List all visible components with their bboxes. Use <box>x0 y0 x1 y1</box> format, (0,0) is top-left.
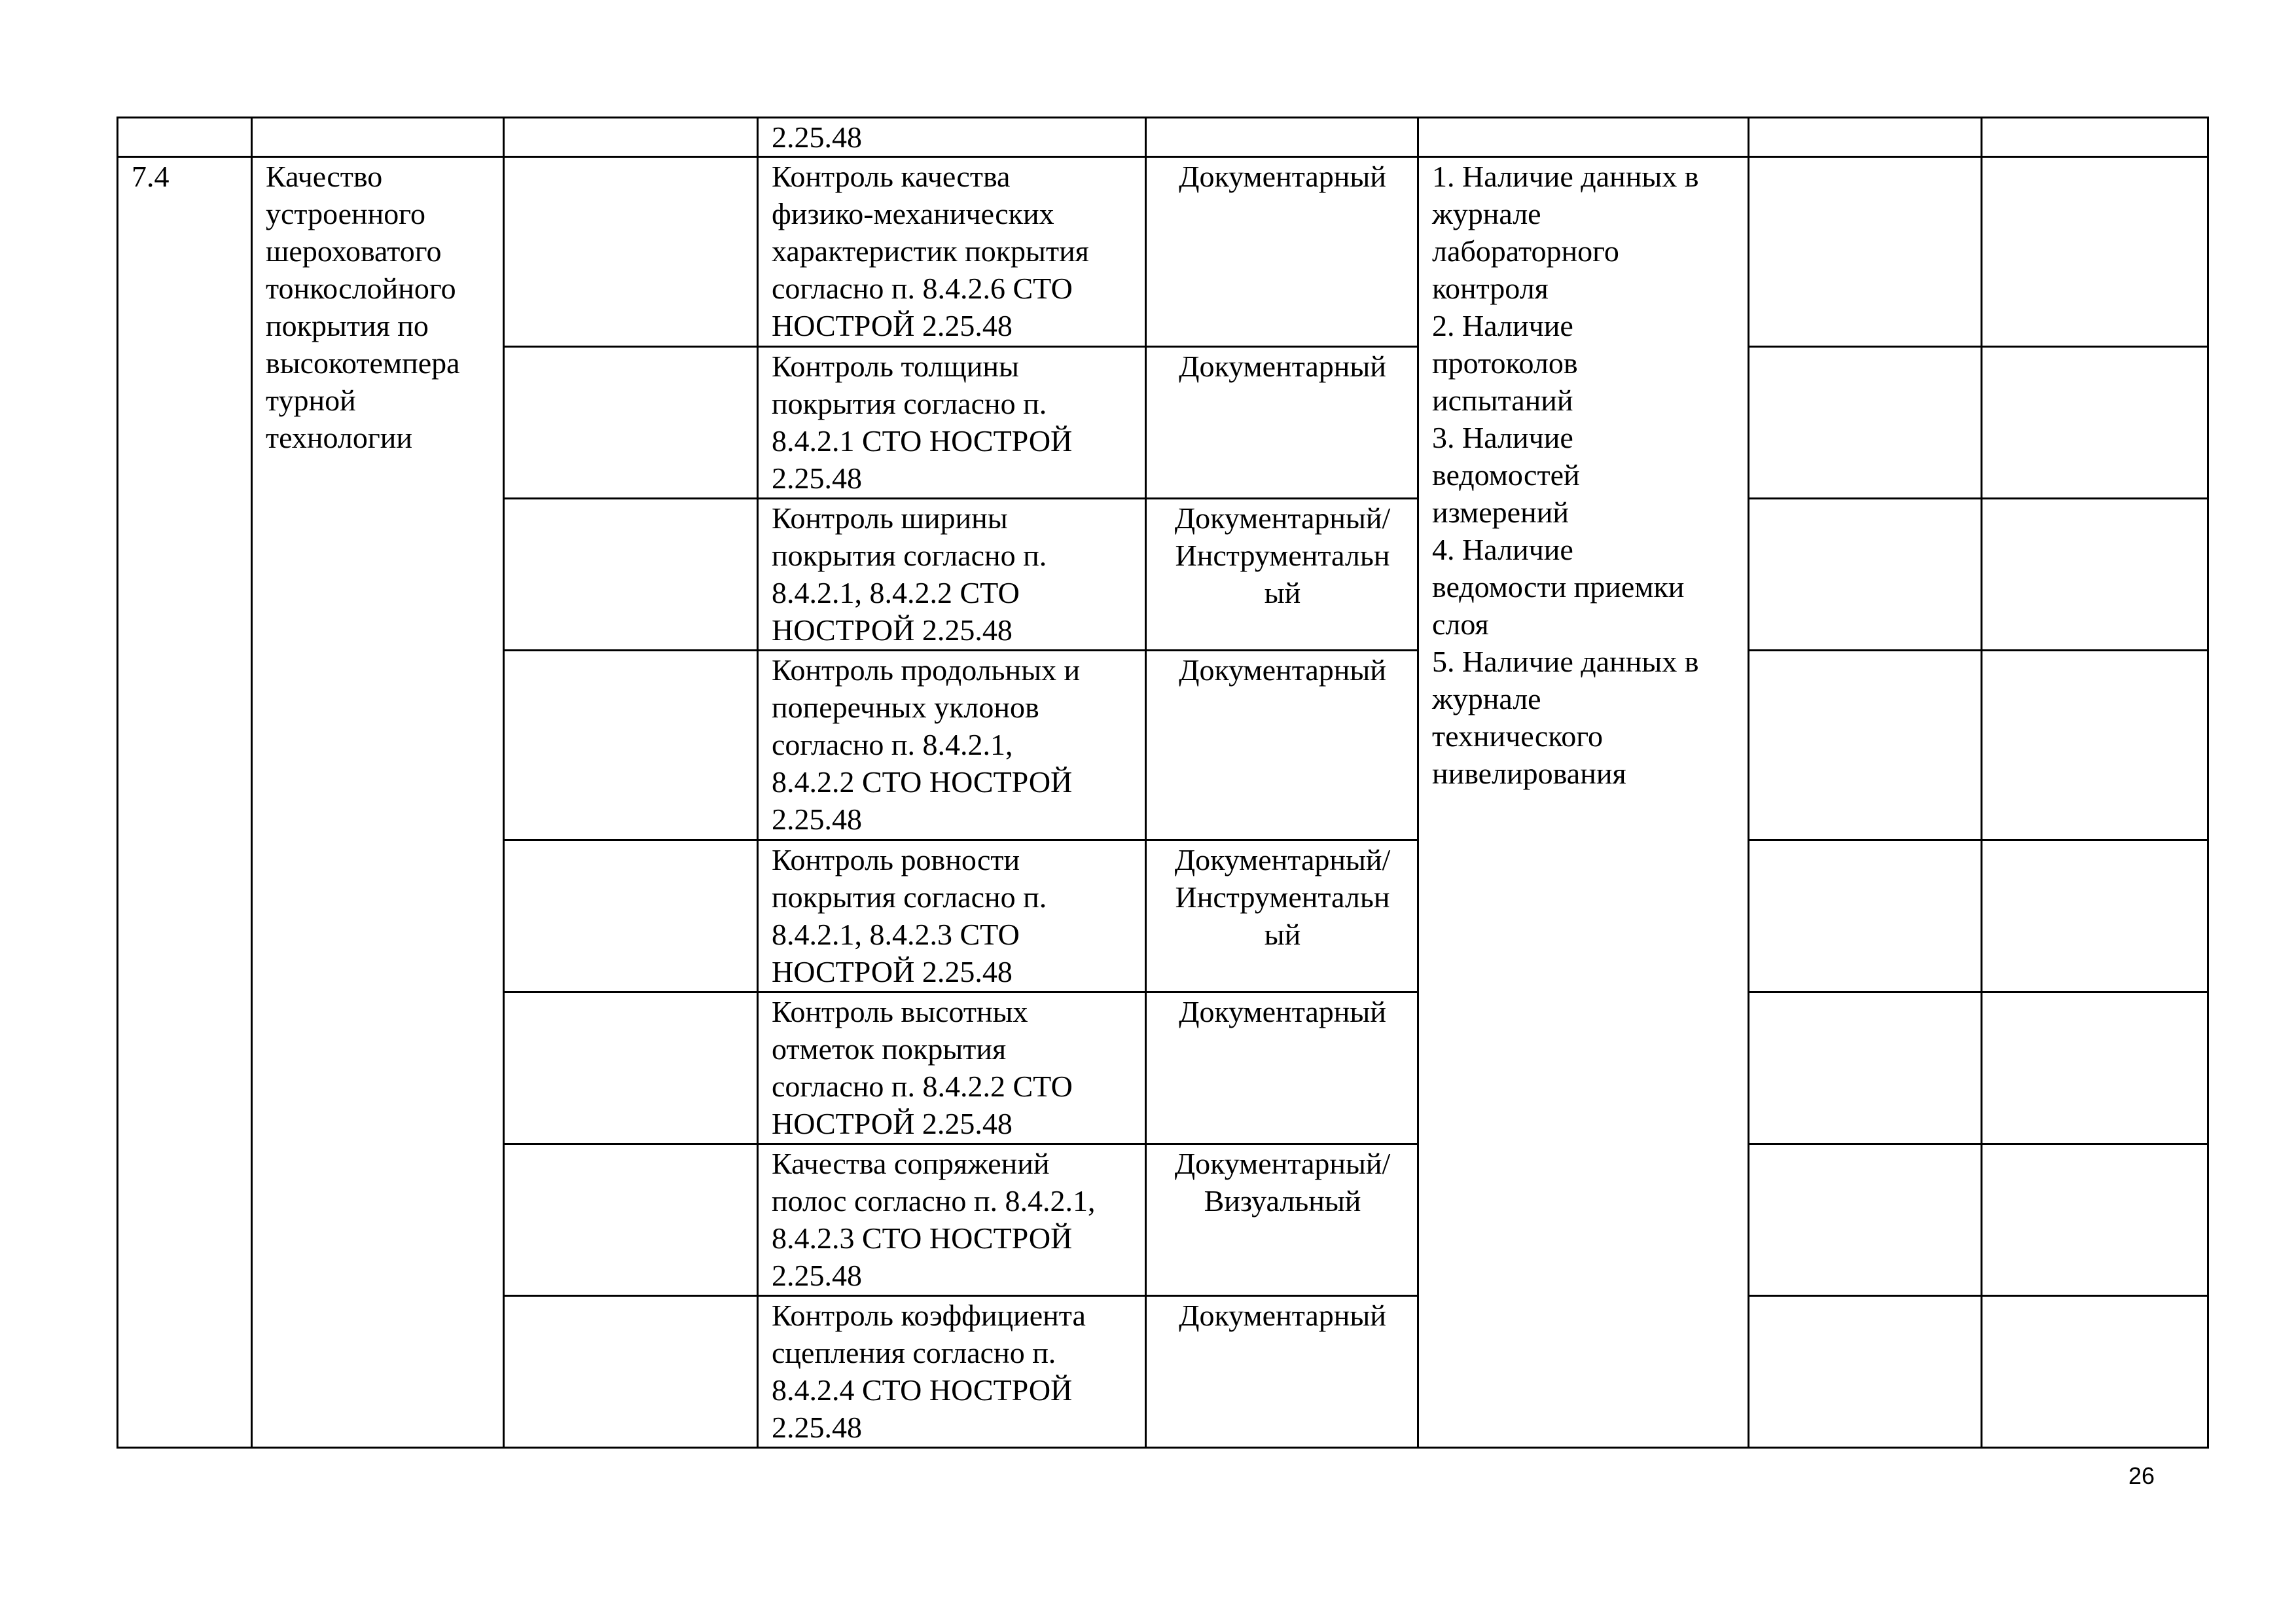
section-number: 7.4 <box>118 157 252 1448</box>
table-cell <box>252 118 504 157</box>
table-cell <box>1749 992 1982 1144</box>
control-item: Качества сопряжений полос согласно п. 8.4.2.1, 8.4.2.3 СТО НОСТРОЙ 2.25.48 <box>758 1144 1146 1296</box>
table-cell <box>1749 118 1982 157</box>
table-cell <box>1982 992 2208 1144</box>
table-cell <box>1749 840 1982 992</box>
table-cell <box>1749 157 1982 347</box>
control-method: Документарный <box>1146 347 1418 499</box>
control-method: Документарный/ Визуальный <box>1146 1144 1418 1296</box>
table-cell <box>1749 1144 1982 1296</box>
inspection-table <box>117 117 2209 1449</box>
table-row <box>118 157 2208 347</box>
control-item: Контроль коэффициента сцепления согласно п. 8.4.2.4 СТО НОСТРОЙ 2.25.48 <box>758 1296 1146 1448</box>
table-cell <box>1146 118 1418 157</box>
table-cell <box>504 840 758 992</box>
control-item: Контроль качества физико-механических характеристик покрытия согласно п. 8.4.2.6 СТО НОСТРОЙ 2.25.48 <box>758 157 1146 347</box>
table-cell <box>1982 651 2208 840</box>
control-method: Документарный <box>1146 992 1418 1144</box>
control-item: Контроль толщины покрытия согласно п. 8.4.2.1 СТО НОСТРОЙ 2.25.48 <box>758 347 1146 499</box>
table-cell <box>504 992 758 1144</box>
table-cell <box>1982 347 2208 499</box>
control-method: Документарный <box>1146 1296 1418 1448</box>
control-method: Документарный <box>1146 157 1418 347</box>
table-cell <box>1982 499 2208 651</box>
table-cell <box>504 118 758 157</box>
table-cell <box>504 347 758 499</box>
page-number: 26 <box>2128 1462 2155 1489</box>
table-cell <box>504 1296 758 1448</box>
table-cell <box>1982 840 2208 992</box>
table-cell <box>504 651 758 840</box>
table-cell <box>1418 118 1749 157</box>
table-cell <box>504 1144 758 1296</box>
table-cell <box>1982 1296 2208 1448</box>
control-item: Контроль высотных отметок покрытия согласно п. 8.4.2.2 СТО НОСТРОЙ 2.25.48 <box>758 992 1146 1144</box>
table-cell <box>1749 651 1982 840</box>
table-cell <box>1749 347 1982 499</box>
control-method: Документарный/ Инструментальн ый <box>1146 840 1418 992</box>
table-cell <box>118 118 252 157</box>
required-documents: 1. Наличие данных в журнале лабораторного контроля 2. Наличие протоколов испытаний 3. Наличие ведомостей измерений 4. Наличие ведомости приемки слоя 5. Наличие данных в журнале технического нивелирования <box>1418 157 1749 1448</box>
table-row-continuation <box>118 118 2208 157</box>
control-method: Документарный/ Инструментальн ый <box>1146 499 1418 651</box>
table-cell <box>1749 499 1982 651</box>
section-title: Качество устроенного шероховатого тонкослойного покрытия по высокотемпера турной технологии <box>252 157 504 1448</box>
continuation-text: 2.25.48 <box>758 118 1146 157</box>
table-cell <box>1982 1144 2208 1296</box>
control-item: Контроль продольных и поперечных уклонов согласно п. 8.4.2.1, 8.4.2.2 СТО НОСТРОЙ 2.25.48 <box>758 651 1146 840</box>
table-cell <box>1982 118 2208 157</box>
control-method: Документарный <box>1146 651 1418 840</box>
control-item: Контроль ширины покрытия согласно п. 8.4.2.1, 8.4.2.2 СТО НОСТРОЙ 2.25.48 <box>758 499 1146 651</box>
control-item: Контроль ровности покрытия согласно п. 8.4.2.1, 8.4.2.3 СТО НОСТРОЙ 2.25.48 <box>758 840 1146 992</box>
table-cell <box>1982 157 2208 347</box>
table-cell <box>504 499 758 651</box>
table-cell <box>1749 1296 1982 1448</box>
table-cell <box>504 157 758 347</box>
